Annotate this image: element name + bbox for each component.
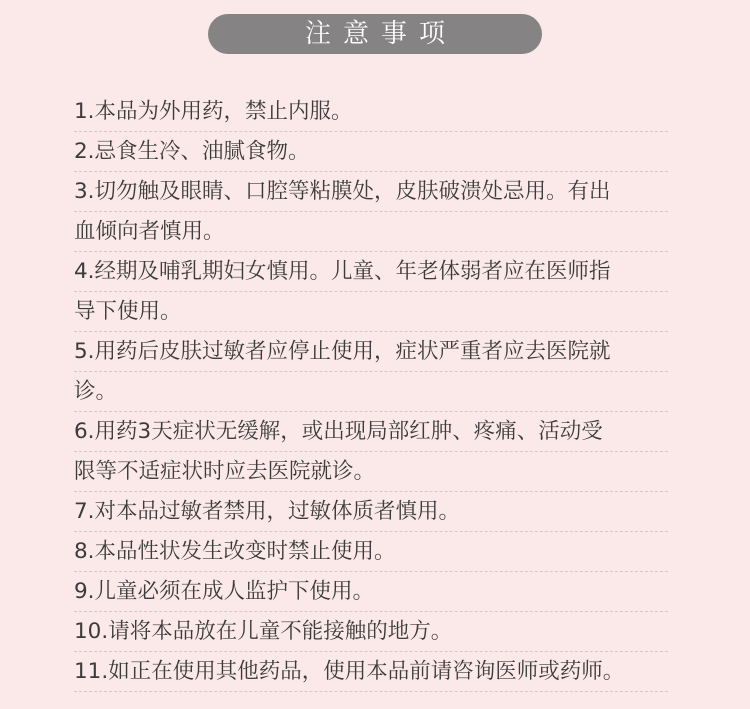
note-line: 诊。 [74, 372, 668, 412]
precautions-list [74, 92, 668, 692]
note-line: 6.用药3天症状无缓解，或出现局部红肿、疼痛、活动受 [74, 412, 668, 452]
note-line: 9.儿童必须在成人监护下使用。 [74, 572, 668, 612]
note-line: 7.对本品过敏者禁用，过敏体质者慎用。 [74, 492, 668, 532]
note-line: 4.经期及哺乳期妇女慎用。儿童、年老体弱者应在医师指 [74, 252, 668, 292]
note-line: 导下使用。 [74, 292, 668, 332]
note-line: 1.本品为外用药，禁止内服。 [74, 92, 668, 132]
page-title: 注意事项 [304, 19, 457, 49]
note-line: 血倾向者慎用。 [74, 212, 668, 252]
note-line: 10.请将本品放在儿童不能接触的地方。 [74, 612, 668, 652]
note-line: 2.忌食生冷、油腻食物。 [74, 132, 668, 172]
note-line: 8.本品性状发生改变时禁止使用。 [74, 532, 668, 572]
note-line: 限等不适症状时应去医院就诊。 [74, 452, 668, 492]
note-line: 5.用药后皮肤过敏者应停止使用，症状严重者应去医院就 [74, 332, 668, 372]
header-banner [208, 14, 542, 54]
note-line: 11.如正在使用其他药品，使用本品前请咨询医师或药师。 [74, 652, 668, 692]
note-line: 3.切勿触及眼睛、口腔等粘膜处，皮肤破溃处忌用。有出 [74, 172, 668, 212]
